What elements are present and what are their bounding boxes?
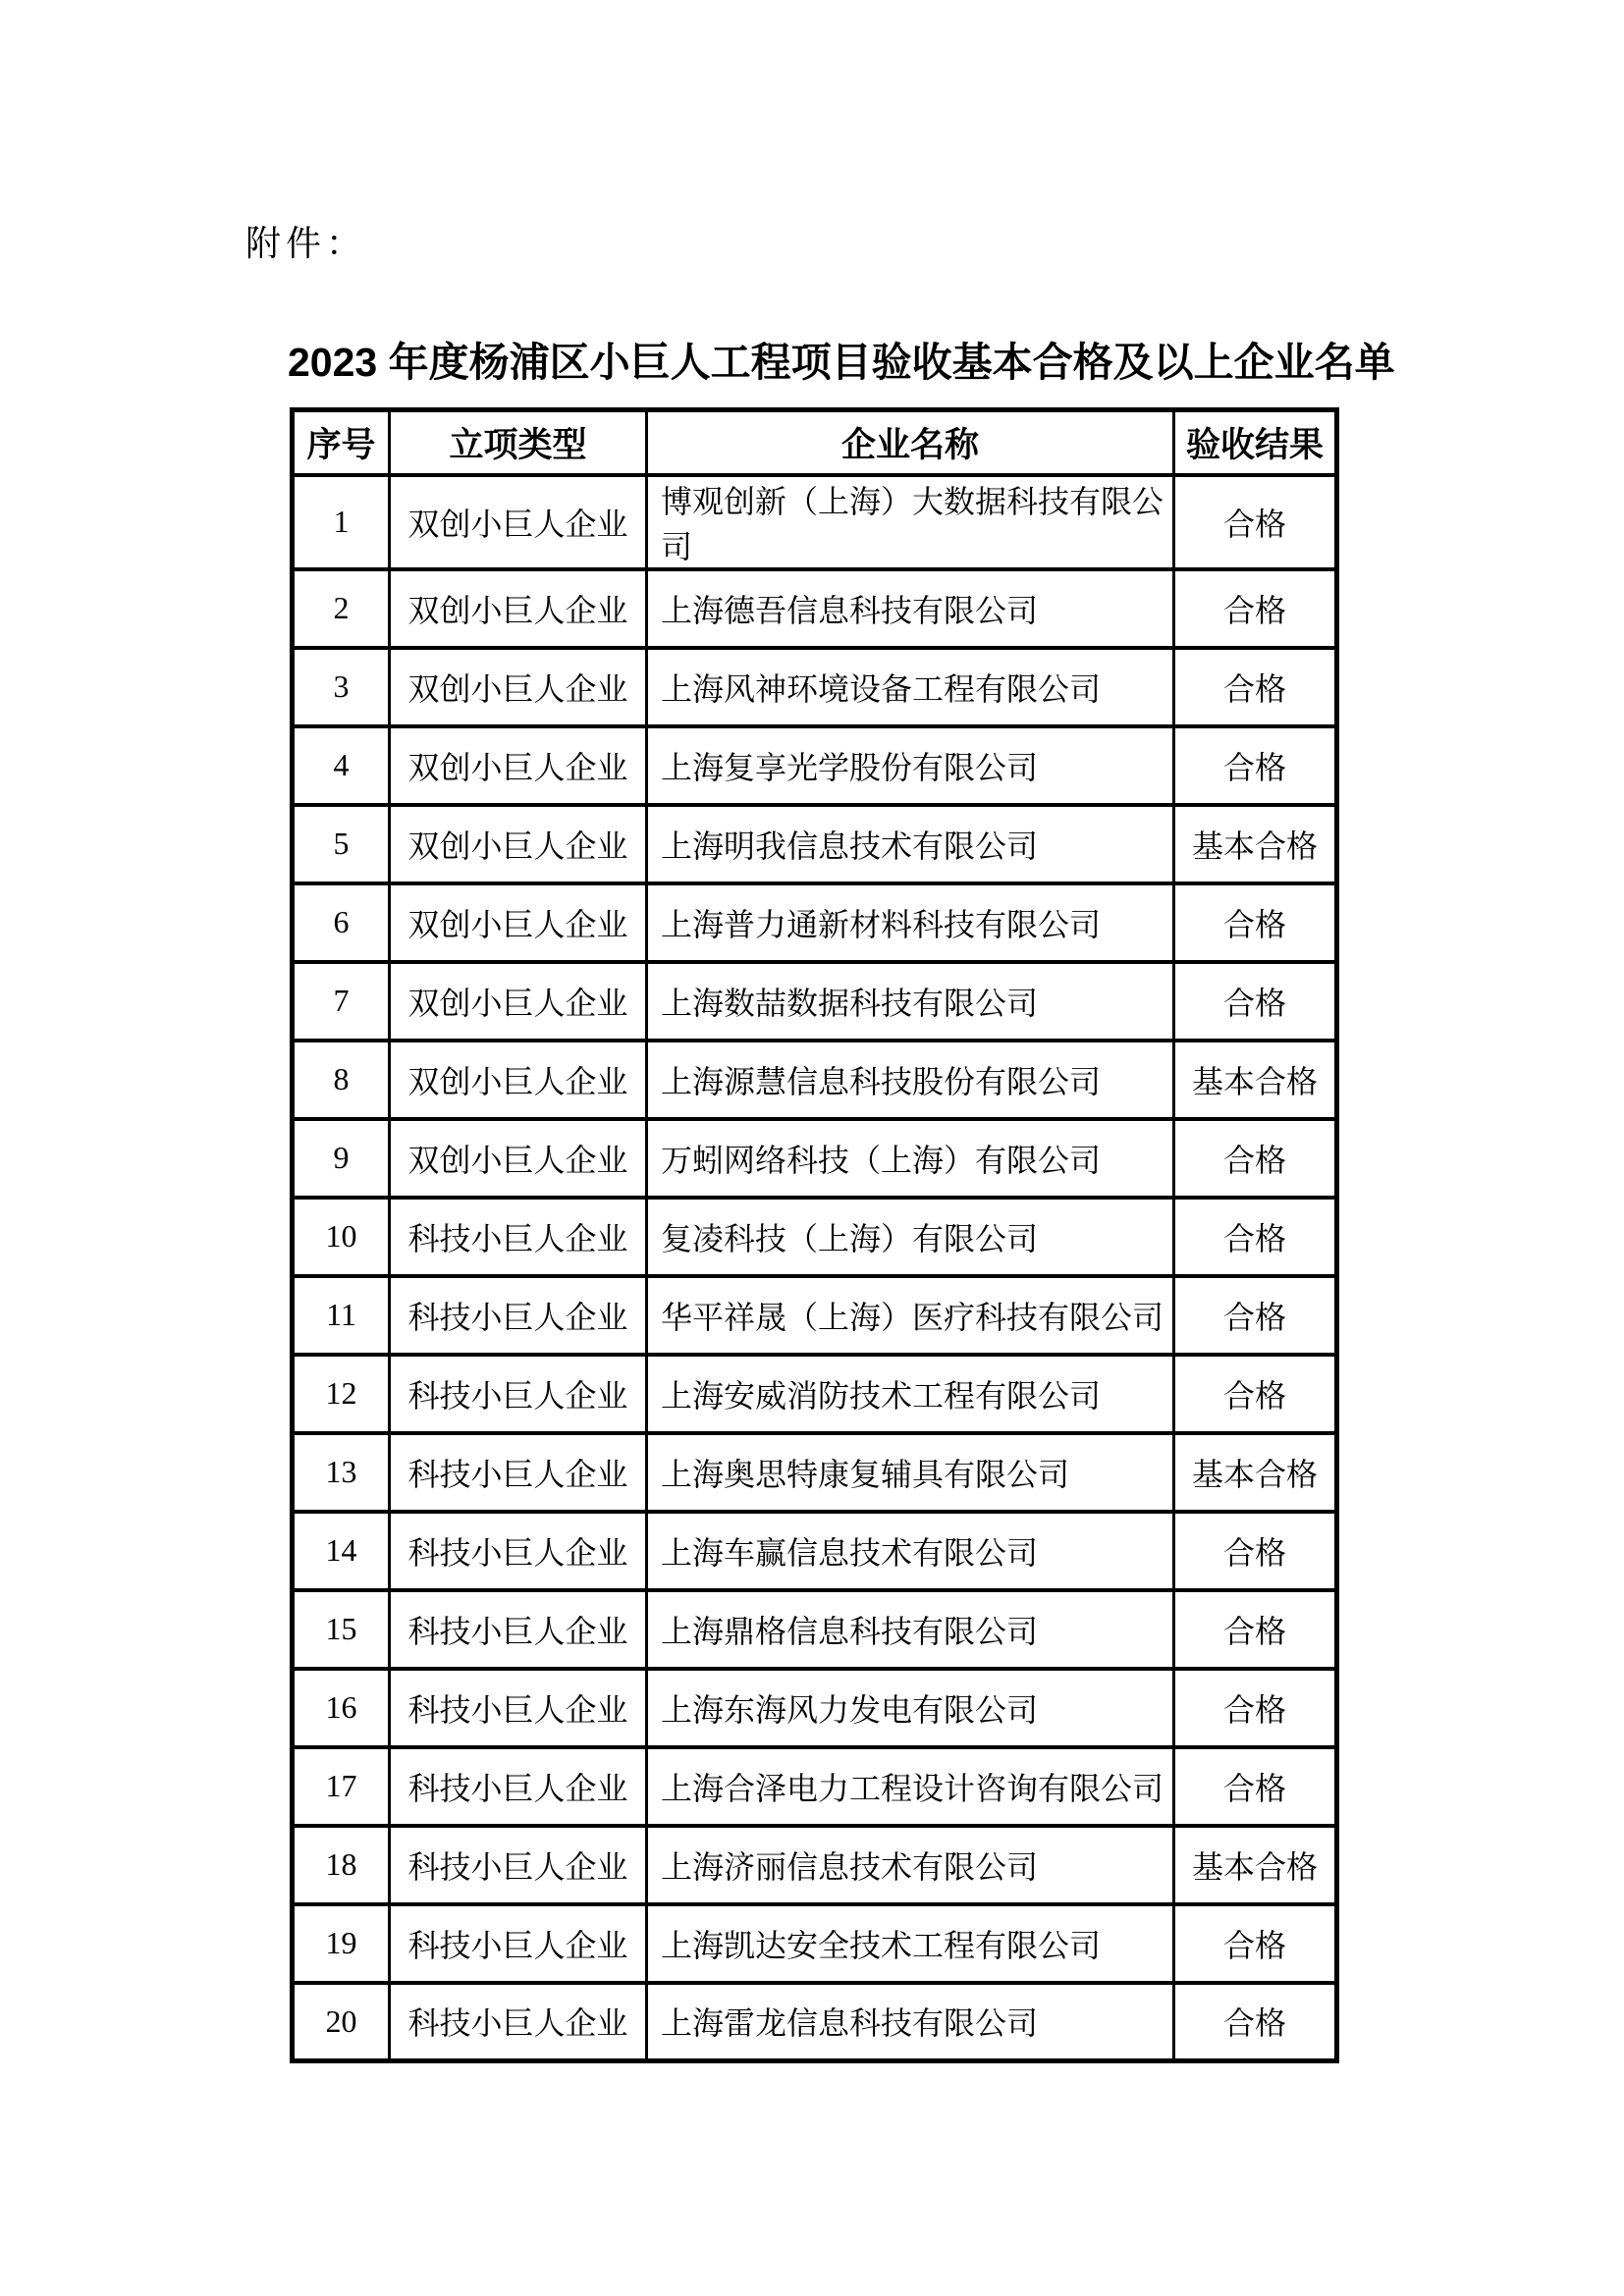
row-no: 11 [293, 1276, 390, 1355]
table-row [293, 1826, 1337, 1904]
row-no: 20 [293, 1983, 390, 2061]
row-company: 上海明我信息技术有限公司 [647, 805, 1174, 883]
row-type: 科技小巨人企业 [390, 1512, 647, 1590]
row-type: 双创小巨人企业 [390, 883, 647, 962]
table-row [293, 962, 1337, 1041]
table-row [293, 1119, 1337, 1198]
row-company: 上海数喆数据科技有限公司 [647, 962, 1174, 1041]
row-type: 双创小巨人企业 [390, 1041, 647, 1119]
row-type: 科技小巨人企业 [390, 1904, 647, 1983]
table-row [293, 1512, 1337, 1590]
row-company: 万蚓网络科技（上海）有限公司 [647, 1119, 1174, 1198]
row-no: 12 [293, 1355, 390, 1433]
company-table-body [293, 475, 1337, 2061]
row-no: 4 [293, 726, 390, 805]
row-no: 15 [293, 1590, 390, 1669]
row-no: 5 [293, 805, 390, 883]
row-no: 6 [293, 883, 390, 962]
row-type: 科技小巨人企业 [390, 1433, 647, 1512]
row-result: 合格 [1174, 1119, 1337, 1198]
row-no: 7 [293, 962, 390, 1041]
row-type: 科技小巨人企业 [390, 1590, 647, 1669]
row-company: 华平祥晟（上海）医疗科技有限公司 [647, 1276, 1174, 1355]
row-result: 基本合格 [1174, 805, 1337, 883]
row-type: 科技小巨人企业 [390, 1747, 647, 1826]
row-company: 上海普力通新材料科技有限公司 [647, 883, 1174, 962]
row-no: 16 [293, 1669, 390, 1747]
row-company: 上海奥思特康复辅具有限公司 [647, 1433, 1174, 1512]
row-company: 上海风神环境设备工程有限公司 [647, 648, 1174, 726]
row-result: 基本合格 [1174, 1041, 1337, 1119]
table-row [293, 1198, 1337, 1276]
row-result: 合格 [1174, 726, 1337, 805]
row-company: 上海雷龙信息科技有限公司 [647, 1983, 1174, 2061]
row-type: 科技小巨人企业 [390, 1198, 647, 1276]
row-result: 合格 [1174, 1904, 1337, 1983]
row-result: 合格 [1174, 648, 1337, 726]
table-row [293, 1747, 1337, 1826]
row-type: 科技小巨人企业 [390, 1983, 647, 2061]
row-company: 上海德吾信息科技有限公司 [647, 569, 1174, 648]
row-company: 上海合泽电力工程设计咨询有限公司 [647, 1747, 1174, 1826]
row-type: 科技小巨人企业 [390, 1276, 647, 1355]
table-row [293, 1041, 1337, 1119]
table-row [293, 1590, 1337, 1669]
row-company: 上海凯达安全技术工程有限公司 [647, 1904, 1174, 1983]
col-header-company: 企业名称 [647, 410, 1174, 475]
row-company: 上海东海风力发电有限公司 [647, 1669, 1174, 1747]
row-no: 9 [293, 1119, 390, 1198]
row-result: 合格 [1174, 569, 1337, 648]
row-type: 双创小巨人企业 [390, 726, 647, 805]
row-no: 1 [293, 475, 390, 569]
table-row [293, 726, 1337, 805]
row-type: 双创小巨人企业 [390, 475, 647, 569]
row-company: 上海鼎格信息科技有限公司 [647, 1590, 1174, 1669]
row-result: 合格 [1174, 1512, 1337, 1590]
table-row [293, 648, 1337, 726]
row-type: 科技小巨人企业 [390, 1355, 647, 1433]
table-row [293, 1433, 1337, 1512]
table-row [293, 1983, 1337, 2061]
table-row [293, 805, 1337, 883]
row-type: 双创小巨人企业 [390, 648, 647, 726]
table-header-row [293, 410, 1337, 475]
row-type: 科技小巨人企业 [390, 1669, 647, 1747]
row-company: 博观创新（上海）大数据科技有限公司 [647, 475, 1174, 569]
table-row [293, 883, 1337, 962]
row-result: 合格 [1174, 1198, 1337, 1276]
table-row [293, 1669, 1337, 1747]
row-result: 合格 [1174, 475, 1337, 569]
table-row [293, 1904, 1337, 1983]
row-company: 上海济丽信息技术有限公司 [647, 1826, 1174, 1904]
row-type: 双创小巨人企业 [390, 962, 647, 1041]
row-result: 基本合格 [1174, 1826, 1337, 1904]
row-result: 合格 [1174, 1590, 1337, 1669]
row-no: 17 [293, 1747, 390, 1826]
col-header-type: 立项类型 [390, 410, 647, 475]
row-result: 合格 [1174, 1983, 1337, 2061]
row-company: 上海安威消防技术工程有限公司 [647, 1355, 1174, 1433]
col-header-result: 验收结果 [1174, 410, 1337, 475]
row-company: 上海车赢信息技术有限公司 [647, 1512, 1174, 1590]
row-company: 上海源慧信息科技股份有限公司 [647, 1041, 1174, 1119]
attachment-label: 附件： [245, 224, 367, 263]
row-result: 合格 [1174, 1669, 1337, 1747]
row-no: 2 [293, 569, 390, 648]
row-type: 双创小巨人企业 [390, 1119, 647, 1198]
row-result: 基本合格 [1174, 1433, 1337, 1512]
row-no: 3 [293, 648, 390, 726]
row-result: 合格 [1174, 883, 1337, 962]
table-row [293, 569, 1337, 648]
page-title: 2023 年度杨浦区小巨人工程项目验收基本合格及以上企业名单 [288, 340, 1395, 385]
table-row [293, 1355, 1337, 1433]
col-header-no: 序号 [293, 410, 390, 475]
row-no: 14 [293, 1512, 390, 1590]
row-type: 双创小巨人企业 [390, 805, 647, 883]
table-row [293, 475, 1337, 569]
row-result: 合格 [1174, 1355, 1337, 1433]
row-company: 上海复享光学股份有限公司 [647, 726, 1174, 805]
row-type: 双创小巨人企业 [390, 569, 647, 648]
row-company: 复凌科技（上海）有限公司 [647, 1198, 1174, 1276]
row-result: 合格 [1174, 1276, 1337, 1355]
row-no: 8 [293, 1041, 390, 1119]
row-result: 合格 [1174, 1747, 1337, 1826]
row-no: 10 [293, 1198, 390, 1276]
row-no: 18 [293, 1826, 390, 1904]
row-result: 合格 [1174, 962, 1337, 1041]
row-no: 19 [293, 1904, 390, 1983]
table-row [293, 1276, 1337, 1355]
company-roster-table [290, 407, 1339, 2063]
row-no: 13 [293, 1433, 390, 1512]
row-type: 科技小巨人企业 [390, 1826, 647, 1904]
